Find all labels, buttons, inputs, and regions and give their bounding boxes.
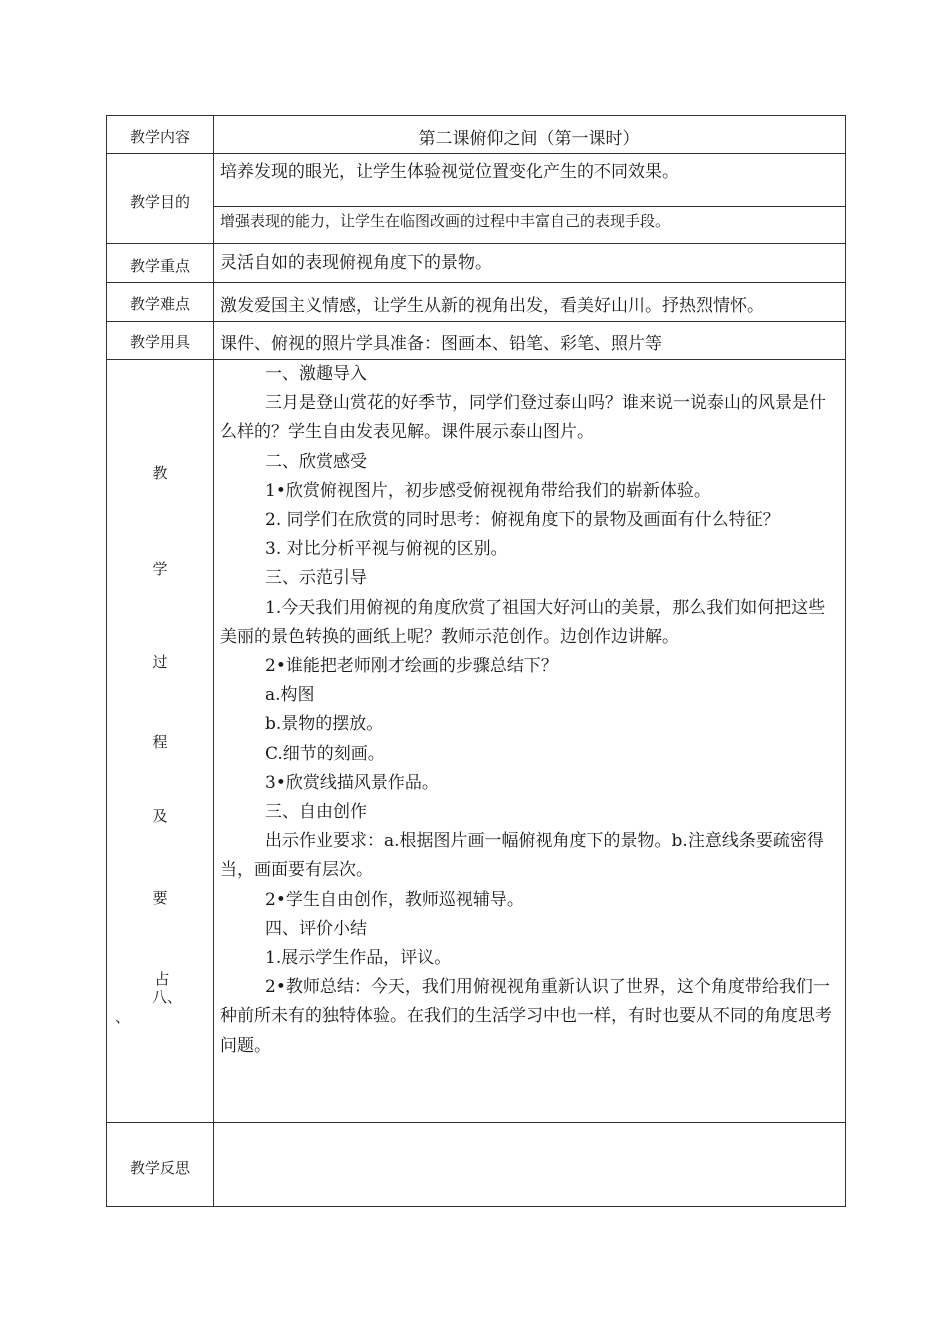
process-paragraph: 3. 对比分析平视与俯视的区别。	[265, 539, 508, 560]
key-points-label: 教学重点	[129, 257, 190, 275]
process-label-char: 占	[154, 970, 170, 988]
process-paragraph: b.景物的摆放。	[265, 714, 384, 735]
row-divider	[107, 153, 845, 154]
process-paragraph: 2•谁能把老师刚才绘画的步骤总结下？	[265, 656, 558, 677]
process-paragraph: 1•欣赏俯视图片，初步感受俯视视角带给我们的崭新体验。	[265, 480, 711, 501]
process-label-char: 程	[152, 733, 168, 751]
process-label-fragment: 、	[115, 1008, 131, 1026]
content-label: 教学内容	[129, 128, 190, 146]
process-label-char: 过	[152, 653, 168, 671]
process-paragraph: 1.展示学生作品，评议。	[265, 948, 452, 969]
process-label-fragment: 八、	[152, 988, 183, 1006]
process-paragraph: a.构图	[265, 685, 315, 706]
process-label-char: 教	[152, 464, 168, 482]
process-paragraph: 1.今天我们用俯视的角度欣赏了祖国大好河山的美景，那么我们如何把这些美丽的景色转换的画纸上呢？教师示范创作。边创作边讲解。	[220, 597, 826, 647]
materials-label: 教学用具	[129, 333, 190, 351]
section-heading: 三、自由创作	[265, 802, 367, 823]
objective-2: 增强表现的能力，让学生在临图改画的过程中丰富自己的表现手段。	[220, 212, 671, 230]
objectives-label: 教学目的	[129, 193, 190, 211]
process-label-char: 学	[152, 560, 168, 578]
row-divider	[107, 321, 845, 322]
column-divider	[213, 116, 214, 1206]
process-paragraph: 2. 同学们在欣赏的同时思考：俯视角度下的景物及画面有什么特征？	[265, 510, 780, 531]
process-paragraph: 出示作业要求：a.根据图片画一幅俯视角度下的景物。b.注意线条要疏密得当，画面要有层次。	[220, 831, 824, 881]
key-points-text: 灵活自如的表现俯视角度下的景物。	[220, 253, 492, 273]
lesson-plan-table	[106, 115, 846, 1207]
lesson-title: 第二课俯仰之间（第一课时）	[418, 129, 640, 149]
difficulties-label: 教学难点	[129, 295, 190, 313]
section-heading: 一、激趣导入	[265, 364, 367, 384]
process-paragraph: 3•欣赏线描风景作品。	[265, 772, 439, 793]
materials-text: 课件、俯视的照片学具准备：图画本、铅笔、彩笔、照片等	[220, 334, 662, 354]
section-heading: 二、欣赏感受	[265, 451, 367, 472]
process-label-char: 及	[152, 807, 168, 825]
section-heading: 三、示范引导	[265, 568, 367, 589]
row-divider	[107, 282, 845, 283]
row-divider	[107, 1122, 845, 1123]
process-paragraph: 2•教师总结：今天，我们用俯视视角重新认识了世界，这个角度带给我们一种前所未有的独特体验。在我们的生活学习中也一样，有时也要从不同的角度思考问题。	[220, 977, 832, 1056]
row-divider	[107, 243, 845, 244]
objective-1: 培养发现的眼光，让学生体验视觉位置变化产生的不同效果。	[220, 162, 679, 182]
row-divider	[213, 206, 845, 207]
reflection-label: 教学反思	[129, 1159, 190, 1177]
process-paragraph: 三月是登山赏花的好季节，同学们登过泰山吗？谁来说一说泰山的风景是什么样的？学生自由发表见解。课件展示泰山图片。	[220, 393, 826, 443]
process-label-char: 要	[152, 889, 168, 907]
process-paragraph: 2•学生自由创作，教师巡视辅导。	[265, 889, 524, 910]
section-heading: 四、评价小结	[265, 918, 367, 939]
process-paragraph: C.细节的刻画。	[265, 743, 385, 764]
process-content	[220, 360, 837, 1061]
difficulties-text: 激发爱国主义情感，让学生从新的视角出发，看美好山川。抒热烈情怀。	[220, 296, 764, 316]
